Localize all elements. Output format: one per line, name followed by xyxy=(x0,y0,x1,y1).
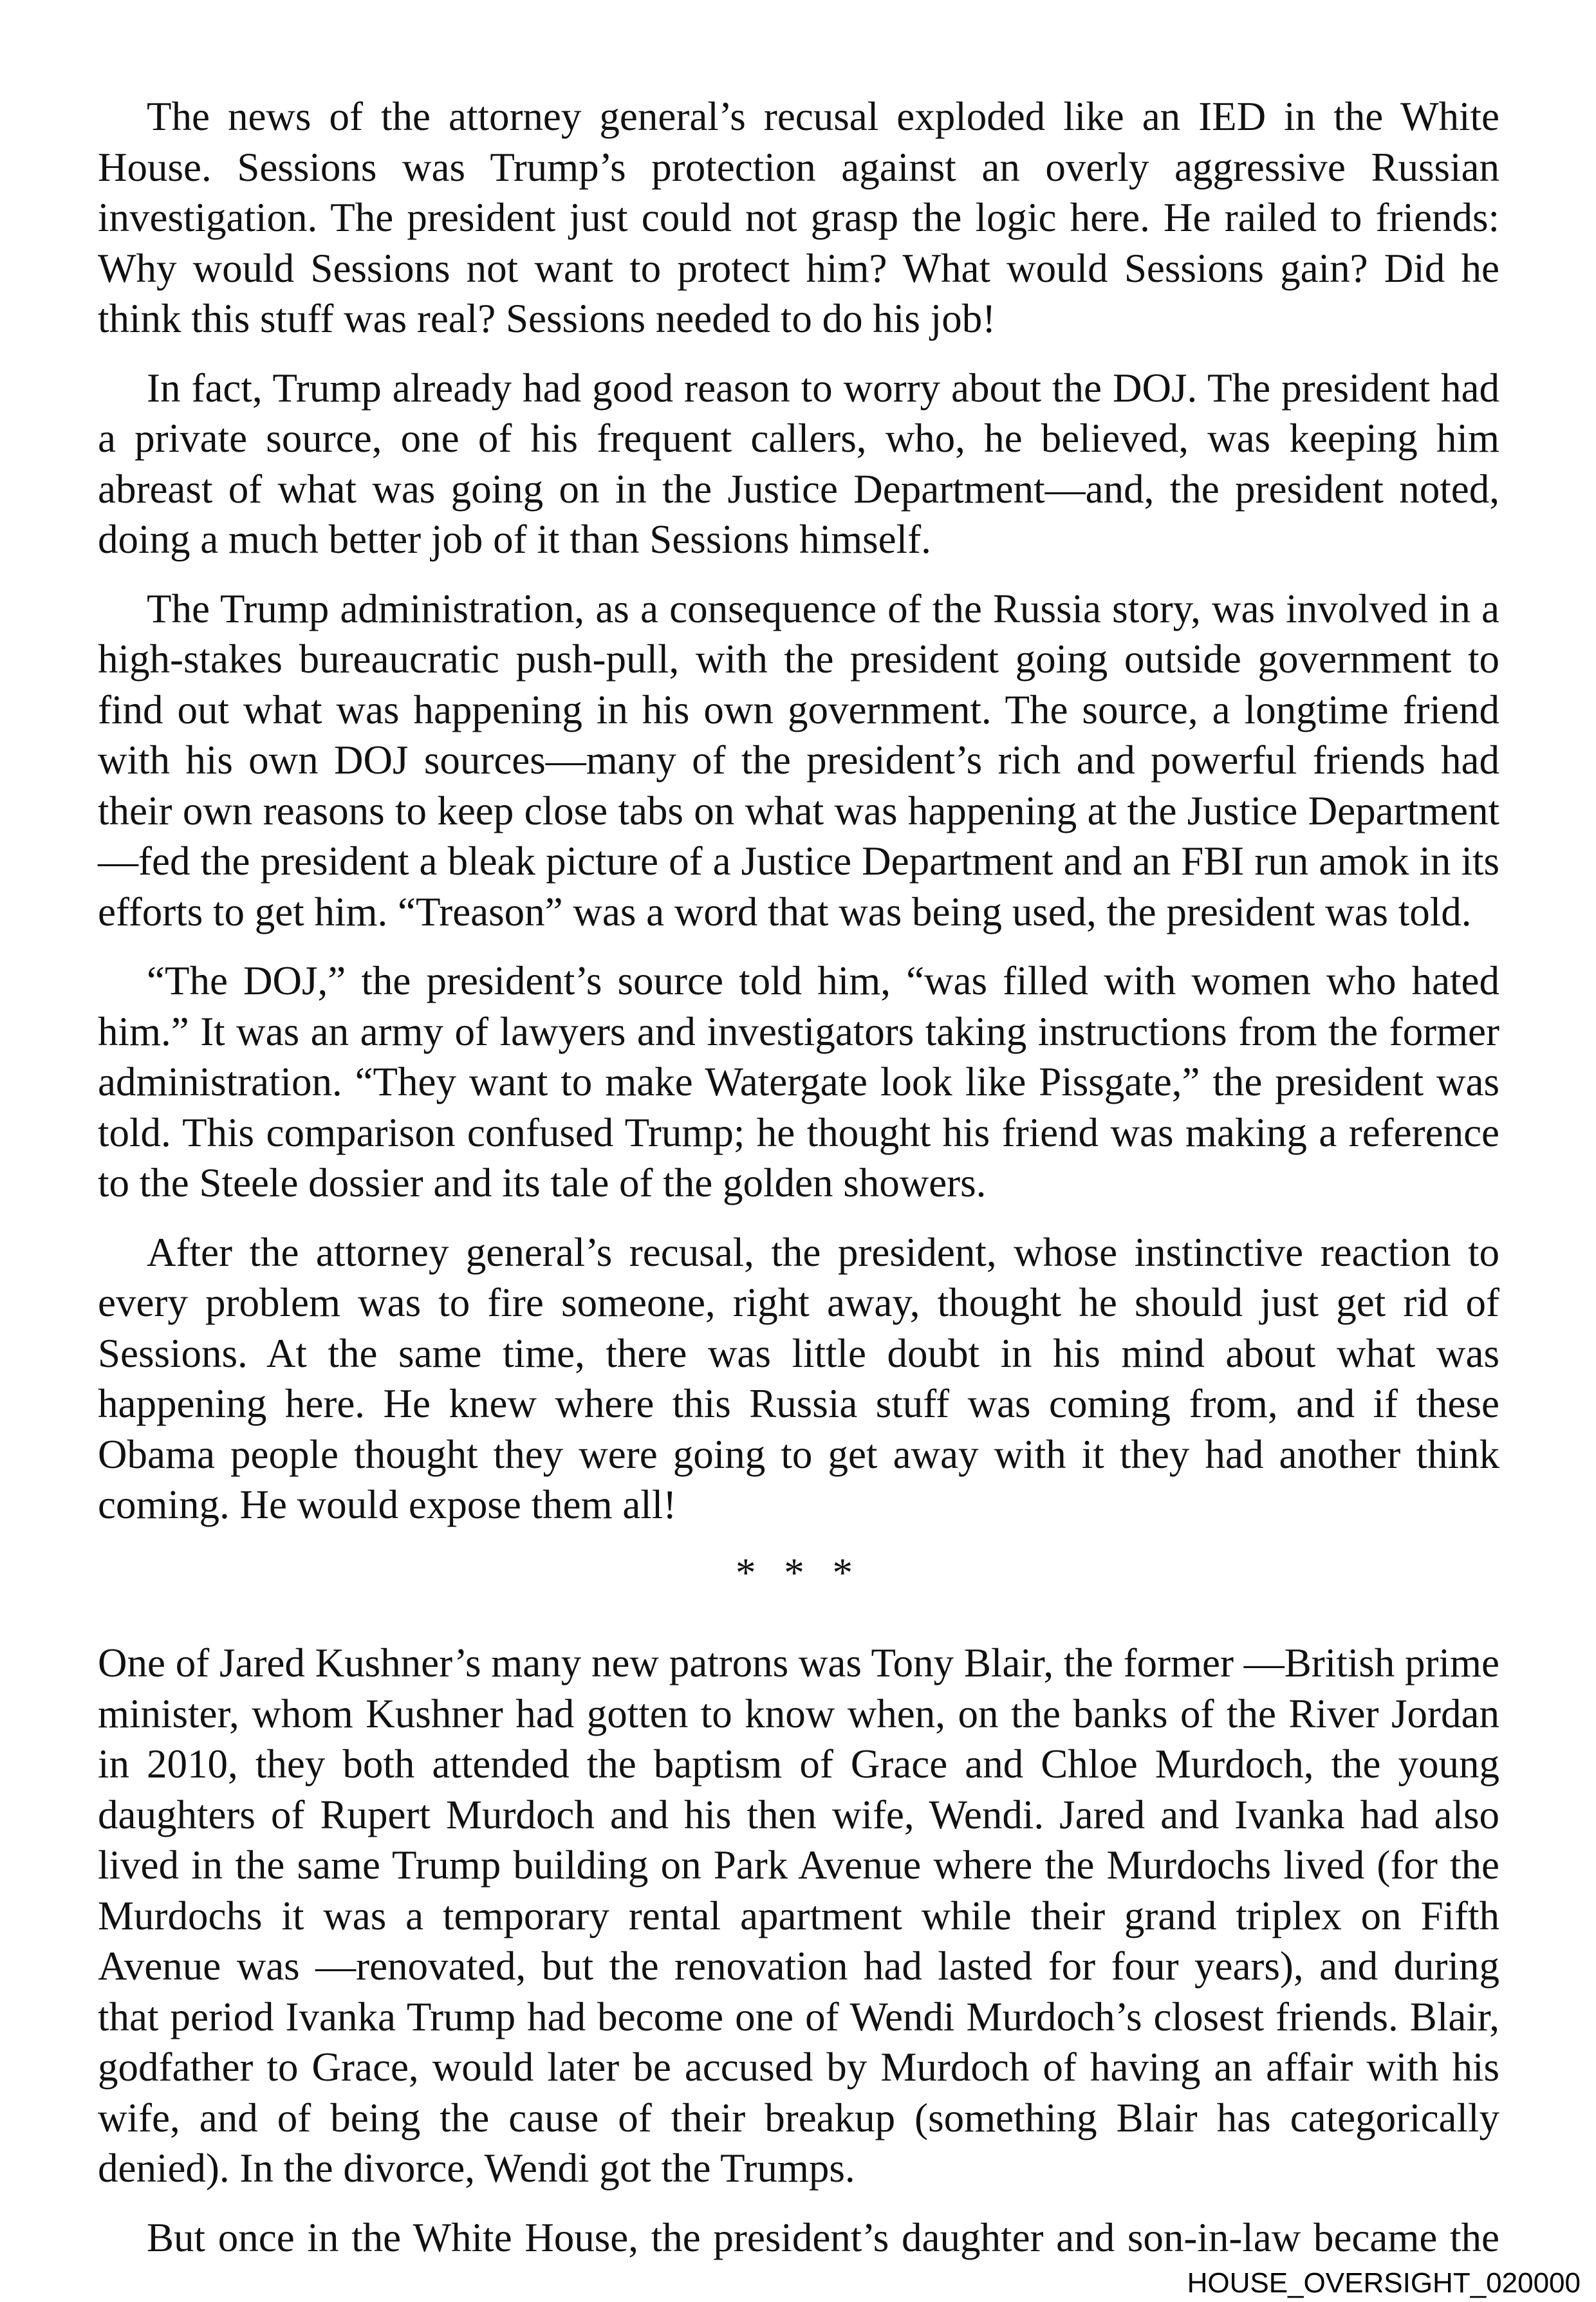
paragraph-fire-sessions: After the attorney general’s recusal, the president, whose instinctive reaction to every problem was to fire someone, right away, thought he should just get rid of Sessions. At the same time, there was little doubt in his mind about what was happening here. He knew where this Russia stuff was coming from, and if these Obama people thought they were going to get away with it they had another think coming. He would expose them all! xyxy=(98,1229,1499,1527)
paragraph-doj-source-quote: “The DOJ,” the president’s source told him, “was filled with women who hated him.” It was an army of lawyers and investigators taking instructions from the former administration. “They want to make Watergate look like Pissgate,” the president was told. This comparison confused Trump; he thought his friend was making a reference to the Steele dossier and its tale of the golden showers. xyxy=(98,958,1499,1205)
section-break: * * * xyxy=(736,1550,862,1595)
document-page xyxy=(98,91,1499,2281)
paragraph-recusal-news: The news of the attorney general’s recusal exploded like an IED in the White House. Sessions was Trump’s protection against an overly aggressive Russian investigation. The president just could not grasp the logic here. He railed to friends: Why would Sessions not want to protect him? What would Sessions gain? Did he think this stuff was real? Sessions needed to do his job! xyxy=(98,94,1499,341)
paragraph-push-pull: The Trump administration, as a consequence of the Russia story, was involved in a high-stakes bureaucratic push-pull, with the president going outside government to find out what was happening in his own government. The source, a longtime friend with his own DOJ sources—many of the president’s rich and powerful friends had their own reasons to keep close tabs on what was happening at the Justice Department—fed the president a bleak picture of a Justice Department and an FBI run amok in its efforts to get him. “Treason” was a word that was being used, the president was told. xyxy=(98,586,1499,934)
paragraph-white-house-continued: But once in the White House, the president’s daughter and son-in-law became the xyxy=(147,2214,1499,2260)
paragraph-kushner-blair: One of Jared Kushner’s many new patrons was Tony Blair, the former —British prime minister, whom Kushner had gotten to know when, on the banks of the River Jordan in 2010, they both attended the baptism of Grace and Chloe Murdoch, the young daughters of Rupert Murdoch and his then wife, Wendi. Jared and Ivanka had also lived in the same Trump building on Park Avenue where the Murdochs lived (for the Murdochs it was a temporary rental apartment while their grand triplex on Fifth Avenue was —renovated, but the renovation had lasted for four years), and during that period Ivanka Trump had become one of Wendi Murdoch’s closest friends. Blair, godfather to Grace, would later be accused by Murdoch of having an affair with his wife, and of being the cause of their breakup (something Blair has categorically denied). In the divorce, Wendi got the Trumps. xyxy=(98,1640,1499,2191)
paragraph-private-source: In fact, Trump already had good reason to worry about the DOJ. The president had a private source, one of his frequent callers, who, he believed, was keeping him abreast of what was going on in the Justice Department—and, the president noted, doing a much better job of it than Sessions himself. xyxy=(98,365,1499,562)
bates-number: HOUSE_OVERSIGHT_020000 xyxy=(1187,2267,1581,2299)
